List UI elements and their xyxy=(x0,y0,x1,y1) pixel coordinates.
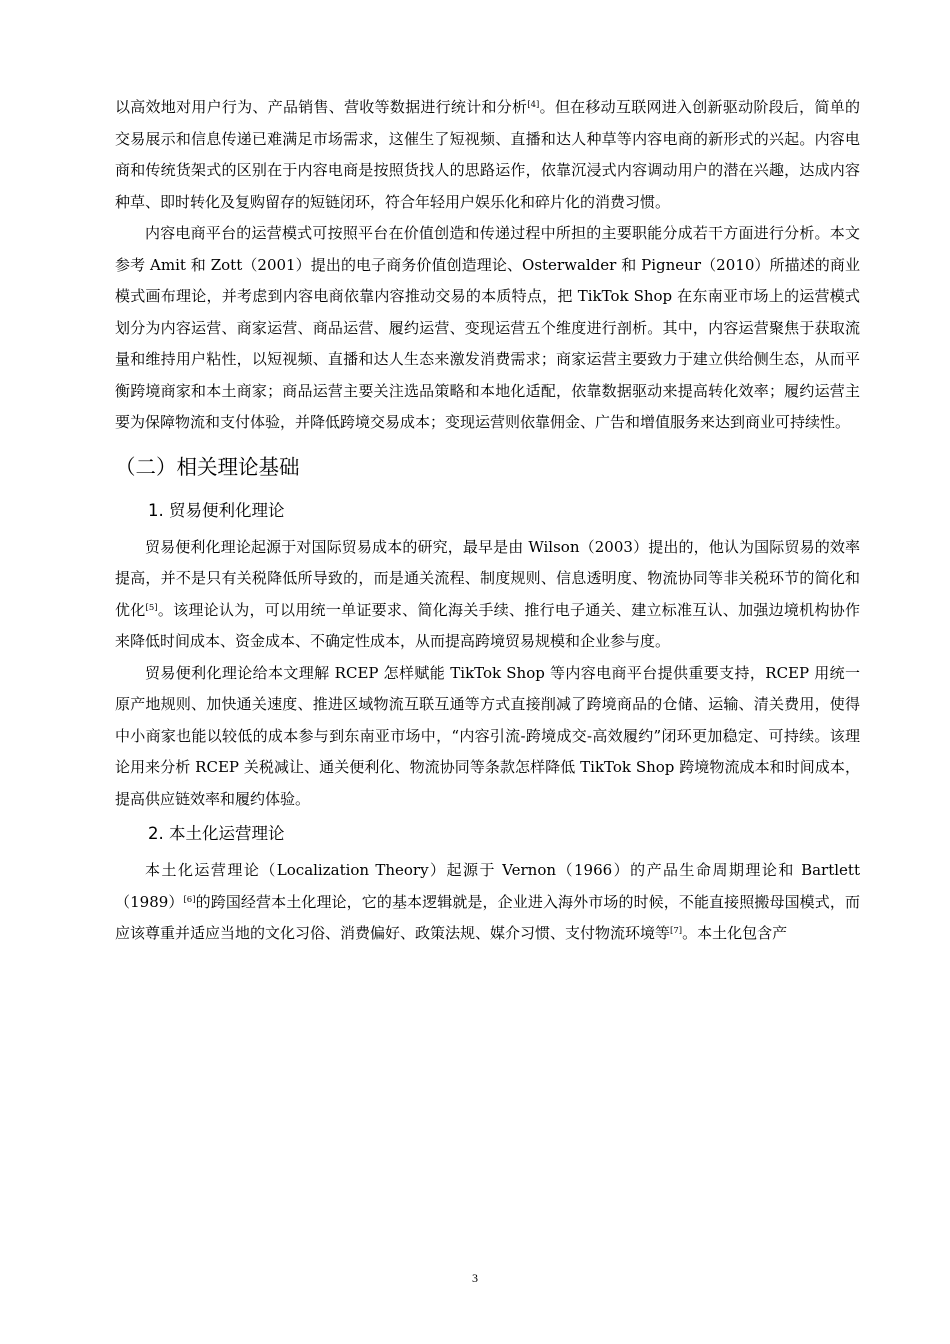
paragraph-text: 的跨国经营本土化理论，它的基本逻辑就是，企业进入海外市场的时候，不能直接照搬母国模式，而应该尊重并适应当地的文化习俗、消费偏好、政策法规、媒介习惯、支付物流环境等 xyxy=(115,892,860,942)
paragraph-localization-theory xyxy=(115,855,860,950)
paragraph-text: 贸易便利化理论起源于对国际贸易成本的研究，最早是由 Wilson（2003）提出的，他认为国际贸易的效率提高，并不是只有关税降低所导致的，而是通关流程、制度规则、信息透明度、物流协同等非关税环节的简化和优化 xyxy=(115,537,860,619)
paragraph-operating-model: 内容电商平台的运营模式可按照平台在价值创造和传递过程中所担的主要职能分成若干方面进行分析。本文参考 Amit 和 Zott（2001）提出的电子商务价值创造理论、Osterwalder 和 Pigneur（2010）所描述的商业模式画布理论，并考虑到内容电商依靠内容推动交易的本质特点，把 TikTok Shop 在东南亚市场上的运营模式划分为内容运营、商家运营、商品运营、履约运营、变现运营五个维度进行剖析。其中，内容运营聚焦于获取流量和维持用户粘性，以短视频、直播和达人生态来激发消费需求；商家运营主要致力于建立供给侧生态，从而平衡跨境商家和本土商家；商品运营主要关注选品策略和本地化适配，依靠数据驱动来提高转化效率；履约运营主要为保障物流和支付体验，并降低跨境交易成本；变现运营则依靠佣金、广告和增值服务来达到商业可持续性。 xyxy=(115,224,860,431)
paragraph-text: 以高效地对用户行为、产品销售、营收等数据进行统计和分析 xyxy=(115,98,528,116)
paragraph-text: 。该理论认为，可以用统一单证要求、简化海关手续、推行电子通关、建立标准互认、加强边境机构协作来降低时间成本、资金成本、不确定性成本，从而提高跨境贸易规模和企业参与度。 xyxy=(115,600,860,650)
section-heading: （二）相关理论基础 xyxy=(115,454,300,479)
citation-ref: [6] xyxy=(183,894,196,905)
document-page xyxy=(115,92,860,950)
paragraph-text: 本土化运营理论（Localization Theory）起源于 Vernon（1966）的产品生命周期理论和 Bartlett（1989） xyxy=(115,861,860,911)
paragraph-content-commerce-intro xyxy=(115,92,860,218)
paragraph-text: 。但在移动互联网进入创新驱动阶段后，简单的交易展示和信息传递已难满足市场需求，这催生了短视频、直播和达人种草等内容电商的新形式的兴起。内容电商和传统货架式的区别在于内容电商是按照货找人的思路运作，依靠沉浸式内容调动用户的潜在兴趣，达成内容种草、即时转化及复购留存的短链闭环，符合年轻用户娱乐化和碎片化的消费习惯。 xyxy=(115,98,860,211)
paragraph-trade-facilitation-application: 贸易便利化理论给本文理解 RCEP 怎样赋能 TikTok Shop 等内容电商平台提供重要支持，RCEP 用统一原产地规则、加快通关速度、推进区域物流互联互通等方式直接削减了跨境商品的仓储、运输、清关费用，使得中小商家也能以较低的成本参与到东南亚市场中，“内容引流-跨境成交-高效履约”闭环更加稳定、可持续。该理论用来分析 RCEP 关税减让、通关便利化、物流协同等条款怎样降低 TikTok Shop 跨境物流成本和时间成本，提高供应链效率和履约体验。 xyxy=(115,663,860,808)
subsection-heading-localization: 2. 本土化运营理论 xyxy=(148,824,285,843)
paragraph-trade-facilitation-origin xyxy=(115,532,860,658)
subsection-heading-trade-facilitation: 1. 贸易便利化理论 xyxy=(148,500,285,520)
paragraph-text: 。本土化包含产 xyxy=(682,924,788,942)
citation-ref: [7] xyxy=(670,926,683,936)
page-number: 3 xyxy=(472,1271,478,1285)
citation-ref: [5] xyxy=(145,602,158,613)
citation-ref: [4] xyxy=(527,100,540,110)
